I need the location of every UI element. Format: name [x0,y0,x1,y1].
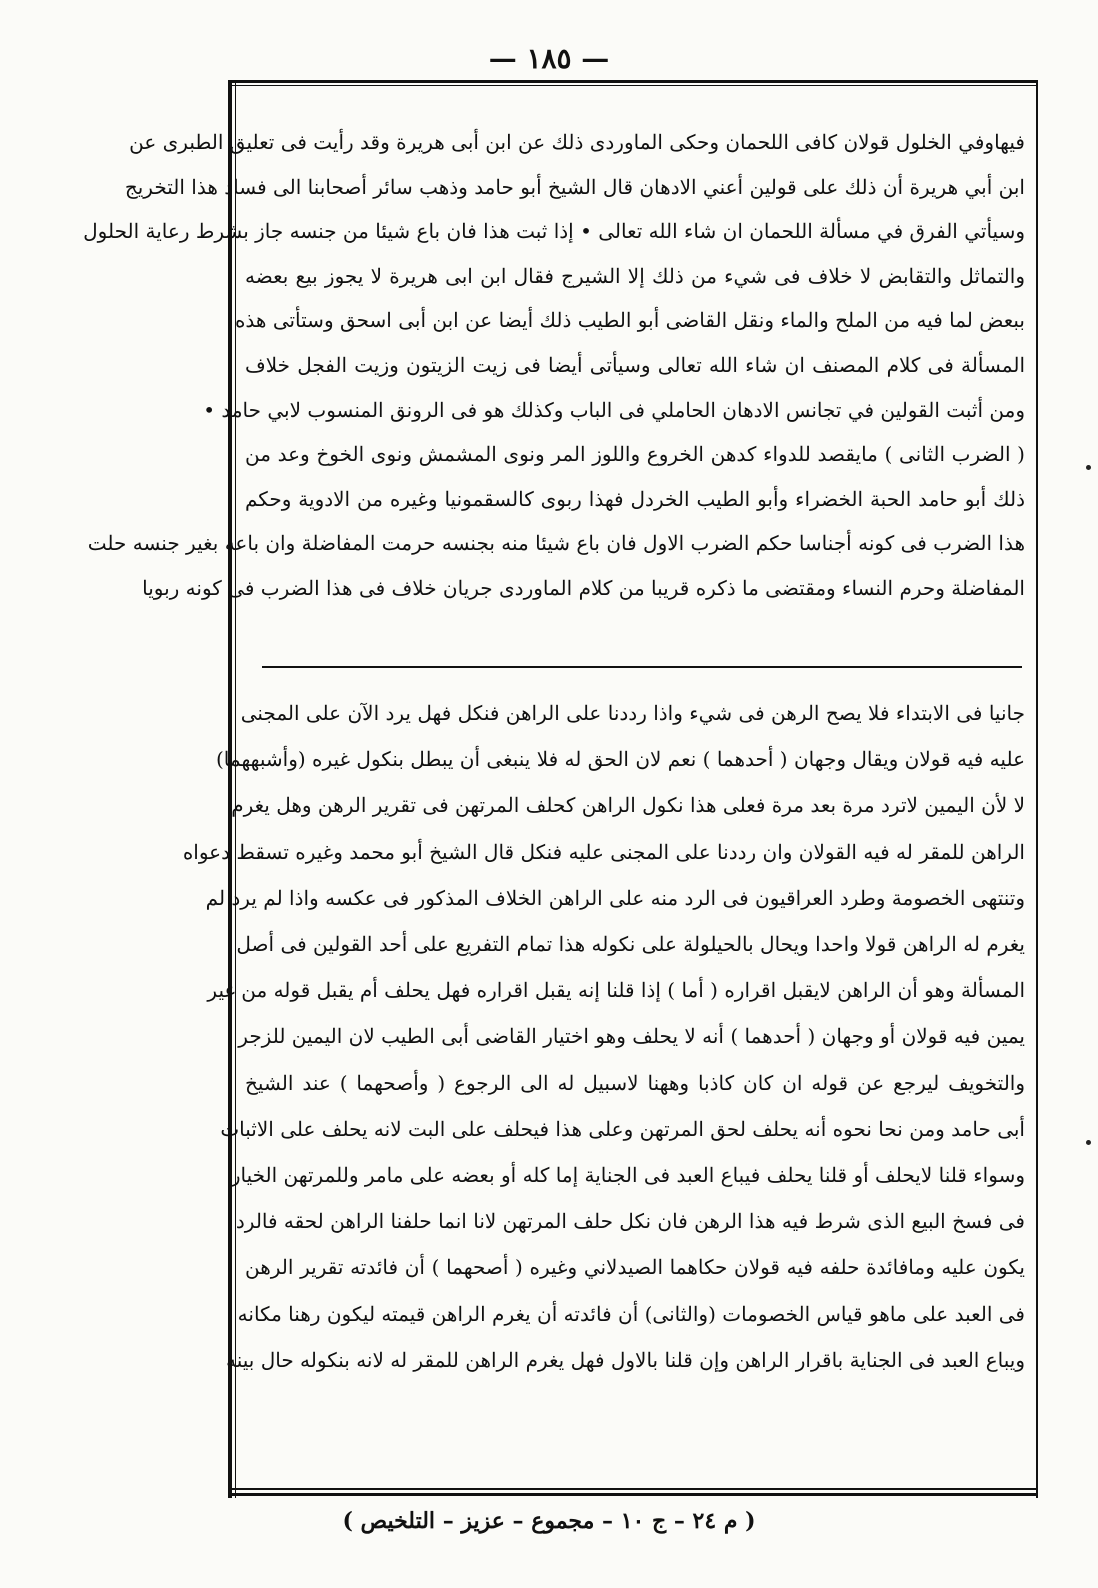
text-line: الراهن للمقر له فيه القولان وان رددنا على المجنى عليه فنكل قال الشيخ أبو محمد وغيره تسقط دعواه [182,839,1025,864]
text-line: عليه فيه قولان ويقال وجهان ( أحدهما ) نعم لان الحق له فلا ينبغى أن يبطل بنكول غيره (وأشبههما) [215,747,1025,772]
text-line: المفاضلة وحرم النساء ومقتضى ما ذكره قريبا من كلام الماوردى جريان خلاف فى هذا الضرب فى كونه ربويا [142,575,1025,600]
commentary-text [83,120,1025,611]
text-line: ومن أثبت القولين في تجانس الادهان الحاملي فى الباب وكذلك هو فى الرونق المنسوب لابي حامد • [203,397,1025,422]
text-line: ويباع العبد فى الجناية باقرار الراهن وإن قلنا بالاول فهل يغرم الراهن للمقر له لانه بنكوله حال بينه [225,1347,1025,1372]
text-line: ذلك أبو حامد الحبة الخضراء وأبو الطيب الخردل فهذا ربوى كالسقمونيا وغيره من الادوية وحكم [245,486,1025,511]
text-line: فى العبد على ماهو قياس الخصومات (والثانى) أن فائدته أن يغرم الراهن قيمته ليكون رهنا مكانه [237,1301,1025,1326]
signature-footer: ( م ٢٤ – ج ١٠ – مجموع – عزيز – التلخيص ) [342,1508,756,1534]
text-line: ببعض لما فيه من الملح والماء ونقل القاضى أبو الطيب ذلك أيضا عن ابن أبى اسحق وستأتى هذه [234,308,1025,333]
text-line: وسواء قلنا لايحلف أو قلنا يحلف فيباع العبد فى الجناية إما كله أو بعضه على مامر وللمرتهن الخيار [230,1163,1025,1188]
top-rule-thin [228,85,1038,86]
text-line: المسألة وهو أن الراهن لايقبل اقراره ( أما ) إذا قلنا إنه يقبل اقراره فهل يحلف أم يقبل قوله من غير [207,978,1025,1003]
text-line: وتنتهى الخصومة وطرد العراقيون فى الرد منه على الراهن الخلاف المذكور فى عكسه واذا لم يرد لم [205,885,1025,910]
text-line: يغرم له الراهن قولا واحدا ويحال بالحيلولة على نكوله هذا تمام التفريع على أحد القولين فى أصل [236,932,1025,957]
text-line: أبى حامد ومن نحا نحوه أنه يحلف لحق المرتهن وعلى هذا فيحلف على البت لانه يحلف على الاثبات [220,1116,1025,1141]
text-line: وسيأتي الفرق في مسألة اللحمان ان شاء الله تعالى • إذا ثبت هذا فان باع شيئا من جنسه جاز بشرط رعاية الحلول [83,219,1025,244]
main-text [182,690,1025,1383]
margin-dot [1086,1140,1091,1145]
text-line: فى فسخ البيع الذى شرط فيه هذا الرهن فان نكل حلف المرتهن لانا انما حلفنا الراهن لحقه فالرد [235,1209,1025,1234]
text-line: يمين فيه قولان أو وجهان ( أحدهما ) أنه لا يحلف وهو اختيار القاضى أبى الطيب لان اليمين للزجر [238,1024,1025,1049]
text-line: لا لأن اليمين لاترد مرة بعد مرة فعلى هذا نكول الراهن كحلف المرتهن فى تقرير الرهن وهل يغرم [231,793,1025,818]
text-line: والتماثل والتقابض لا خلاف فى شيء من ذلك إلا الشيرج فقال ابن ابى هريرة لا يجوز بيع بعضه [245,263,1025,288]
text-line: والتخويف ليرجع عن قوله ان كان كاذبا وههنا لاسبيل له الى الرجوع ( وأصحهما ) عند الشيخ [245,1070,1025,1095]
bottom-rule [228,1488,1038,1490]
text-line: فيهاوفي الخلول قولان كافى اللحمان وحكى الماوردى ذلك عن ابن أبى هريرة وقد رأيت فى تعليق الطبرى عن [129,130,1025,154]
right-rule [1036,80,1038,1498]
text-line: جانيا فى الابتداء فلا يصح الرهن فى شيء واذا رددنا على الراهن فنكل فهل يرد الآن على المجنى [240,701,1025,725]
top-rule [228,80,1038,83]
section-divider [262,666,1022,668]
text-line: ( الضرب الثانى ) مايقصد للدواء كدهن الخروع واللوز المر ونوى المشمش ونوى الخوخ وعد من [245,442,1025,467]
page-number: — ١٨٥ — [488,42,610,75]
text-line: ابن أبي هريرة أن ذلك على قولين أعني الادهان قال الشيخ أبو حامد وذهب سائر أصحابنا الى فساد هذا التخريج [124,174,1025,199]
text-line: المسألة فى كلام المصنف ان شاء الله تعالى وسيأتى أيضا فى زيت الزيتون وزيت الفجل خلاف [245,352,1025,377]
text-line: هذا الضرب فى كونه أجناسا حكم الضرب الاول فان باع شيئا منه بجنسه حرمت المفاضلة وان باعه بغير جنسه حلت [87,531,1025,556]
text-line: يكون عليه ومافائدة حلفه فيه قولان حكاهما الصيدلاني وغيره ( أصحهما ) أن فائدته تقرير الرهن [245,1255,1025,1280]
bottom-rule-thick [228,1493,1038,1496]
margin-dot [1086,465,1091,470]
